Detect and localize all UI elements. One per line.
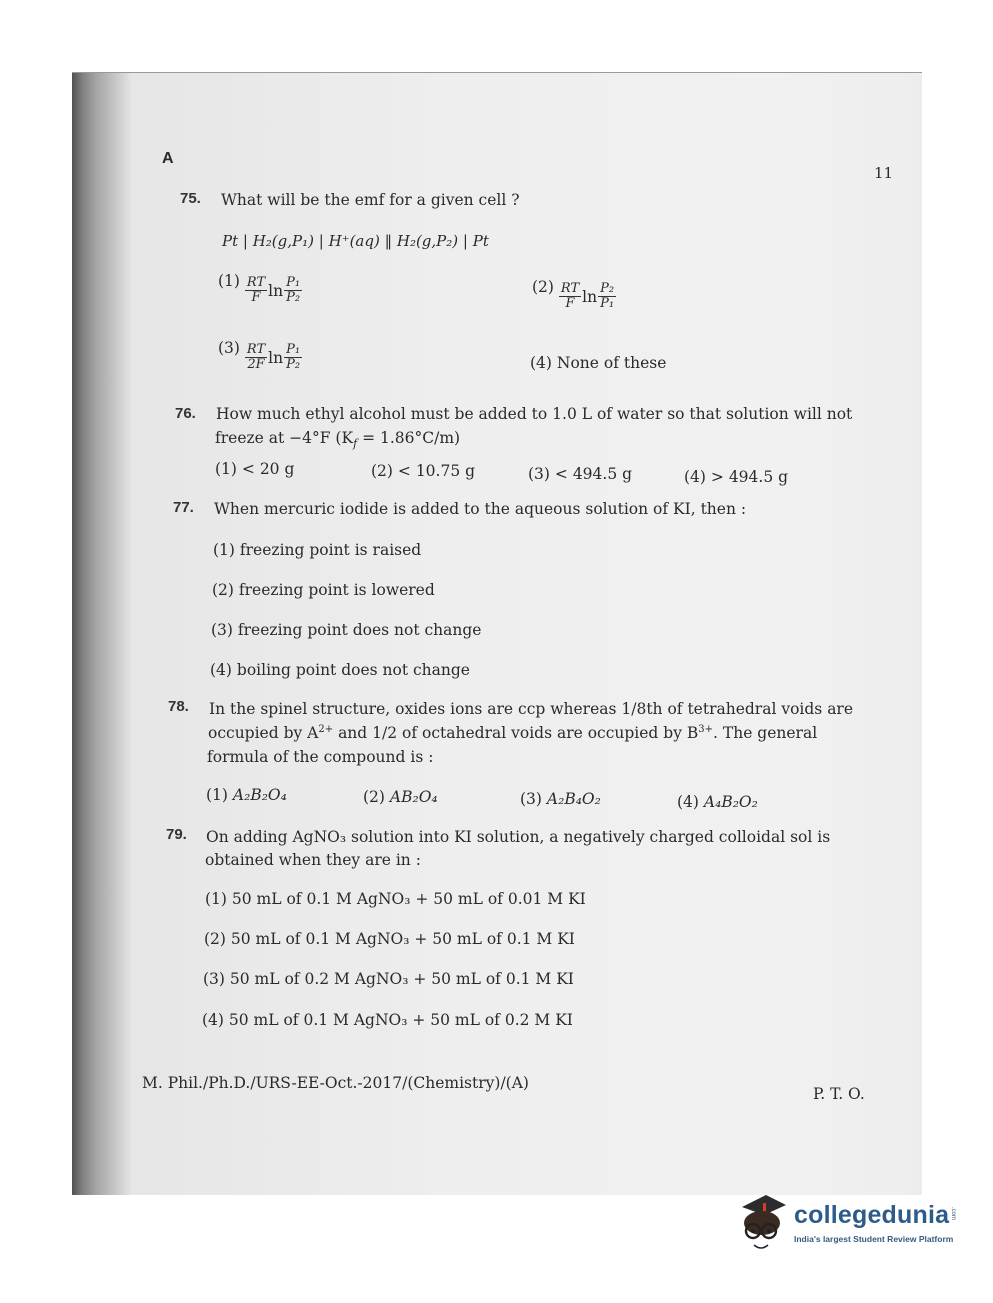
question-text: On adding AgNO₃ solution into KI solution, a negatively charged colloidal sol is (206, 828, 831, 846)
option-text: freezing point is lowered (238, 581, 435, 599)
option (212, 581, 435, 599)
question-number: 78. (168, 698, 189, 715)
option (528, 465, 632, 483)
question-text: In the spinel structure, oxides ions are ccp whereas 1/8th of tetrahedral voids are (209, 700, 854, 718)
option (677, 793, 758, 811)
option-label: (3) (203, 970, 225, 988)
question-number: 79. (166, 826, 187, 843)
option (218, 339, 302, 373)
arg-denominator: P₂ (286, 290, 301, 306)
option-label: (3) (528, 465, 550, 483)
option-text: A₂B₂O₄ (232, 786, 287, 804)
question-text: occupied by $A^{2+}$ and 1/2 of octahedral voids are occupied by $B^{3+}$. The general (208, 724, 818, 743)
option-label: (3) (218, 339, 240, 357)
cell-notation: Pt | H₂(g,P₁) | H⁺(aq) ‖ H₂(g,P₂) | Pt (222, 232, 489, 250)
option-text: < 20 g (241, 460, 295, 478)
option-text: AB₂O₄ (389, 788, 438, 806)
option-label: (4) (684, 468, 706, 486)
option (363, 788, 438, 806)
option-label: (1) (213, 541, 235, 559)
option (371, 462, 475, 480)
option (204, 930, 575, 948)
coef-numerator: RT (246, 342, 266, 357)
option-text: < 10.75 g (397, 462, 476, 480)
option-label: (2) (363, 788, 385, 806)
arg-numerator: P₁ (286, 275, 301, 290)
option-label: (4) (210, 661, 232, 679)
option-label: (3) (211, 621, 233, 639)
section-label: A (162, 150, 174, 167)
option-text: A₄B₂O₂ (703, 793, 758, 811)
option-text: freezing point is raised (239, 541, 422, 559)
option (530, 354, 666, 372)
option-text: freezing point does not change (237, 621, 482, 639)
option-label: (4) (202, 1011, 224, 1029)
arg-denominator: P₁ (600, 296, 615, 312)
option (532, 278, 616, 312)
option-text: 50 mL of 0.1 M AgNO₃ + 50 mL of 0.1 M KI (230, 930, 575, 948)
option (684, 468, 788, 486)
option-label: (1) (206, 786, 228, 804)
option-label: (4) (530, 354, 552, 372)
option-text: 50 mL of 0.1 M AgNO₃ + 50 mL of 0.2 M KI (228, 1011, 573, 1029)
question-number: 75. (180, 190, 201, 207)
brand-name: collegedunia (794, 1201, 950, 1229)
question-text: obtained when they are in : (205, 851, 421, 869)
option-label: (2) (212, 581, 234, 599)
question-text: When mercuric iodide is added to the aqueous solution of KI, then : (214, 500, 747, 518)
ln-symbol: ln (582, 287, 598, 306)
question-text: What will be the emf for a given cell ? (221, 191, 520, 209)
option-text: 50 mL of 0.2 M AgNO₃ + 50 mL of 0.1 M KI (229, 970, 574, 988)
question-number: 77. (173, 499, 194, 516)
ln-symbol: ln (268, 281, 284, 300)
option (218, 272, 302, 306)
mascot-icon (736, 1193, 792, 1255)
paper-code: M. Phil./Ph.D./URS-EE-Oct.-2017/(Chemistry)/(A) (142, 1074, 529, 1092)
option (206, 786, 287, 804)
option-label: (2) (532, 278, 554, 296)
option (203, 970, 574, 988)
pto-text: P. T. O. (813, 1085, 865, 1103)
option-label: (1) (218, 272, 240, 290)
option-text: A₂B₄O₂ (546, 790, 601, 808)
option (520, 790, 601, 808)
coef-numerator: RT (246, 275, 266, 290)
option-text: > 494.5 g (710, 468, 789, 486)
option-text: None of these (556, 354, 667, 372)
option (205, 890, 586, 908)
option-label: (4) (677, 793, 699, 811)
question-text: formula of the compound is : (207, 748, 434, 766)
option-text: 50 mL of 0.1 M AgNO₃ + 50 mL of 0.01 M KI (231, 890, 586, 908)
option-text: < 494.5 g (554, 465, 633, 483)
arg-denominator: P₂ (286, 357, 301, 373)
coef-denominator: F (251, 290, 261, 306)
page-number: 11 (874, 164, 894, 182)
question-number: 76. (175, 405, 196, 422)
question-text: freeze at −4°F $(K_f = 1.86^\circ C/m)$ (215, 429, 461, 451)
question-text: How much ethyl alcohol must be added to 1.0 L of water so that solution will not (216, 405, 853, 423)
coef-denominator: 2F (247, 357, 265, 373)
option (213, 541, 421, 559)
ln-symbol: ln (268, 348, 284, 367)
arg-numerator: P₁ (286, 342, 301, 357)
coef-numerator: RT (560, 281, 580, 296)
option-label: (1) (215, 460, 237, 478)
option-text: boiling point does not change (236, 661, 470, 679)
option (211, 621, 481, 639)
brand-com: .com (950, 1207, 956, 1221)
option (210, 661, 470, 679)
option-label: (1) (205, 890, 227, 908)
option (202, 1011, 573, 1029)
collegedunia-logo (736, 1193, 966, 1263)
coef-denominator: F (565, 296, 575, 312)
brand-tagline: India's largest Student Review Platform (794, 1234, 954, 1244)
arg-numerator: P₂ (600, 281, 615, 296)
option-label: (2) (204, 930, 226, 948)
option-label: (2) (371, 462, 393, 480)
option-label: (3) (520, 790, 542, 808)
option (215, 460, 294, 478)
